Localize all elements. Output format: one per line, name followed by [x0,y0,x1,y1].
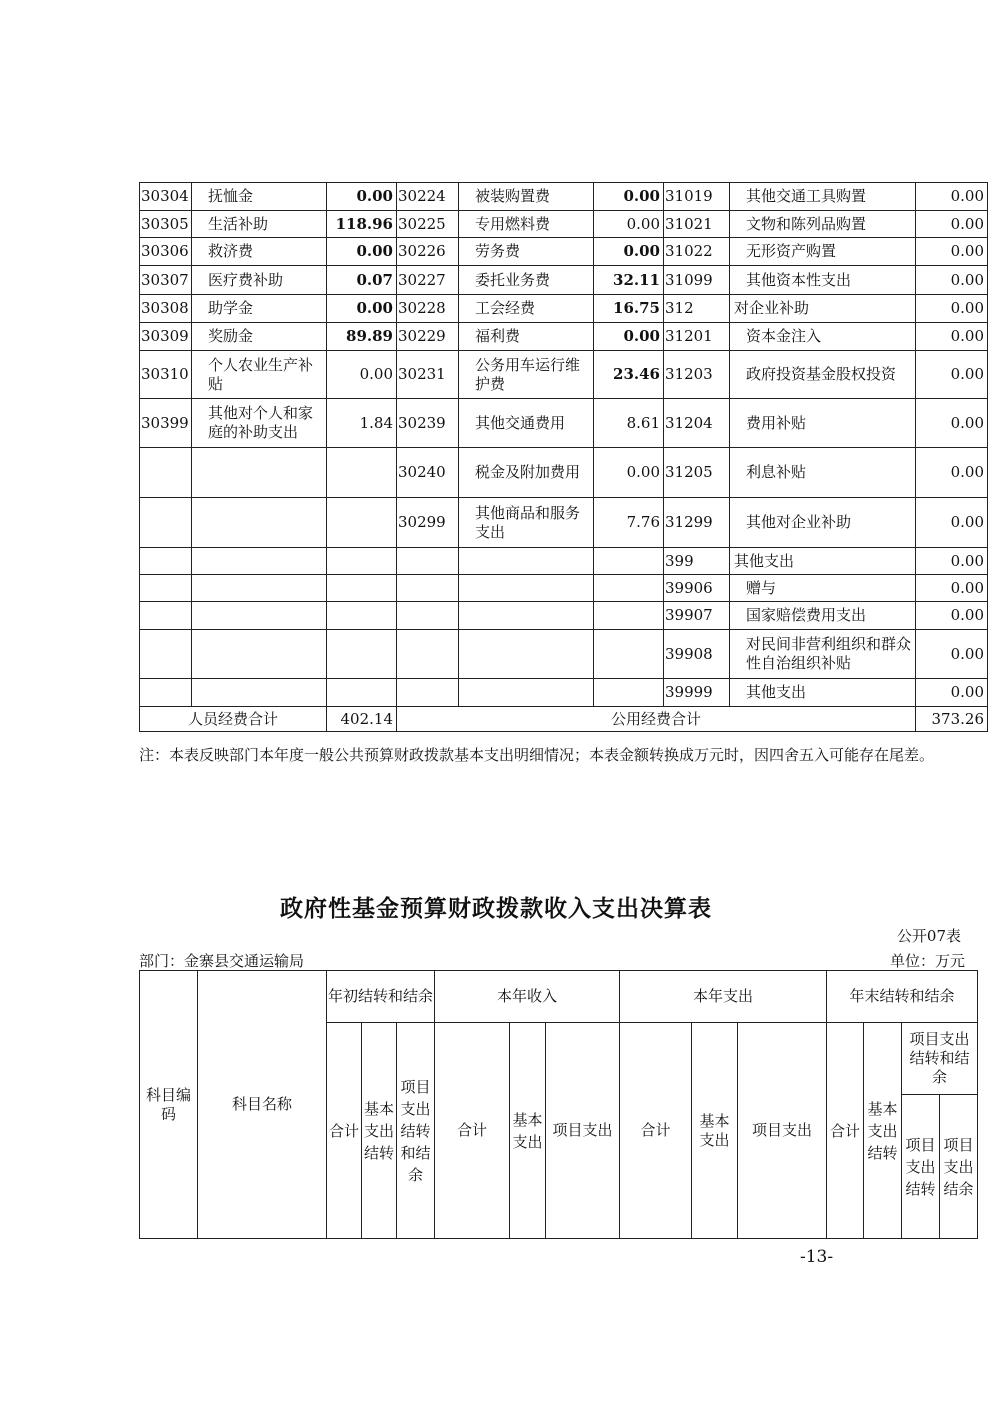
name-cell [459,548,594,575]
amount-cell: 0.00 [916,448,988,498]
name-cell: 对民间非营利组织和群众性自治组织补贴 [730,630,916,679]
g1-basic: 基本支出结转 [362,1023,397,1239]
unit-label: 单位：万元 [889,952,965,970]
name-cell: 专用燃料费 [459,211,594,238]
amount-cell: 0.00 [916,399,988,448]
header-name: 科目名称 [198,971,327,1239]
code-cell: 39907 [664,602,730,630]
amount-cell: 0.00 [327,295,397,323]
code-cell: 39999 [664,679,730,707]
code-cell: 399 [664,548,730,575]
totals-row [140,707,988,732]
name-cell: 医疗费补助 [192,266,327,295]
g1-project: 项目支出结转和结余 [397,1023,435,1239]
amount-cell [594,602,664,630]
amount-cell [327,548,397,575]
amount-cell: 23.46 [594,351,664,399]
amount-cell: 0.07 [327,266,397,295]
g4-project: 项目支出结转和结余 [902,1023,978,1095]
amount-cell: 0.00 [916,351,988,399]
code-cell: 31099 [664,266,730,295]
table-row [140,323,988,351]
amount-cell [327,679,397,707]
amount-cell: 0.00 [916,323,988,351]
table-row [140,399,988,448]
name-cell: 公务用车运行维护费 [459,351,594,399]
name-cell: 其他对个人和家庭的补助支出 [192,399,327,448]
name-cell [192,630,327,679]
amount-cell: 0.00 [916,238,988,266]
name-cell: 其他支出 [730,548,916,575]
g4-basic: 基本支出结转 [864,1023,902,1239]
code-cell: 31021 [664,211,730,238]
code-cell: 31204 [664,399,730,448]
code-cell: 312 [664,295,730,323]
amount-cell [327,498,397,548]
public-total-label: 公用经费合计 [397,707,916,732]
name-cell: 利息补贴 [730,448,916,498]
name-cell [192,575,327,602]
amount-cell [594,679,664,707]
amount-cell: 118.96 [327,211,397,238]
name-cell: 个人农业生产补贴 [192,351,327,399]
amount-cell: 0.00 [594,183,664,211]
header-opening-balance: 年初结转和结余 [327,971,435,1023]
code-cell: 30309 [140,323,192,351]
name-cell [192,548,327,575]
g2-basic: 基本支出 [510,1023,546,1239]
header-row-1 [140,971,978,1023]
name-cell: 其他交通费用 [459,399,594,448]
amount-cell: 0.00 [916,679,988,707]
name-cell: 其他交通工具购置 [730,183,916,211]
code-cell [397,575,459,602]
amount-cell: 0.00 [916,630,988,679]
code-cell: 30310 [140,351,192,399]
amount-cell: 8.61 [594,399,664,448]
g3-basic: 基本支出 [692,1023,738,1239]
table-row [140,630,988,679]
amount-cell [327,630,397,679]
amount-cell: 0.00 [916,266,988,295]
amount-cell [327,448,397,498]
amount-cell: 0.00 [916,575,988,602]
name-cell: 委托业务费 [459,266,594,295]
code-cell: 31022 [664,238,730,266]
header-expenditure: 本年支出 [620,971,827,1023]
code-cell [140,679,192,707]
amount-cell: 0.00 [916,602,988,630]
name-cell: 奖励金 [192,323,327,351]
code-cell: 30299 [397,498,459,548]
amount-cell: 16.75 [594,295,664,323]
code-cell [397,602,459,630]
amount-cell: 0.00 [594,238,664,266]
code-cell: 30304 [140,183,192,211]
amount-cell: 89.89 [327,323,397,351]
name-cell: 工会经费 [459,295,594,323]
table-row [140,351,988,399]
table-row [140,548,988,575]
name-cell [192,448,327,498]
g3-total: 合计 [620,1023,692,1239]
code-cell: 31203 [664,351,730,399]
code-cell [397,679,459,707]
amount-cell: 0.00 [916,211,988,238]
code-cell: 39906 [664,575,730,602]
amount-cell: 0.00 [594,323,664,351]
header-income: 本年收入 [435,971,620,1023]
name-cell [459,630,594,679]
name-cell: 其他支出 [730,679,916,707]
code-cell [140,498,192,548]
personnel-total-value: 402.14 [327,707,397,732]
table-row [140,602,988,630]
department-label: 部门：金寨县交通运输局 [139,952,305,970]
name-cell: 政府投资基金股权投资 [730,351,916,399]
name-cell: 福利费 [459,323,594,351]
code-cell: 30308 [140,295,192,323]
table-row [140,448,988,498]
g4-total: 合计 [827,1023,864,1239]
code-cell: 30306 [140,238,192,266]
g4-project-balance: 项目支出结余 [940,1095,978,1239]
name-cell: 费用补贴 [730,399,916,448]
code-cell: 31201 [664,323,730,351]
code-cell [140,602,192,630]
code-cell: 30239 [397,399,459,448]
name-cell [192,679,327,707]
code-cell [140,448,192,498]
name-cell: 国家赔偿费用支出 [730,602,916,630]
code-cell: 30307 [140,266,192,295]
amount-cell: 0.00 [916,183,988,211]
amount-cell: 32.11 [594,266,664,295]
code-cell: 31205 [664,448,730,498]
amount-cell: 0.00 [327,351,397,399]
code-cell [140,548,192,575]
code-cell: 30240 [397,448,459,498]
public-total-value: 373.26 [916,707,988,732]
table-note: 注：本表反映部门本年度一般公共预算财政拨款基本支出明细情况；本表金额转换成万元时，因四舍五入可能存在尾差。 [139,746,935,764]
g1-total: 合计 [327,1023,362,1239]
code-cell: 30228 [397,295,459,323]
table-number: 公开07表 [896,927,961,945]
government-fund-table [139,970,978,1239]
name-cell [459,602,594,630]
table-row [140,183,988,211]
g2-total: 合计 [435,1023,510,1239]
amount-cell [594,575,664,602]
name-cell: 其他商品和服务支出 [459,498,594,548]
amount-cell: 0.00 [594,448,664,498]
amount-cell: 0.00 [916,295,988,323]
code-cell [397,630,459,679]
name-cell: 文物和陈列品购置 [730,211,916,238]
name-cell [459,679,594,707]
amount-cell: 0.00 [327,238,397,266]
amount-cell: 0.00 [327,183,397,211]
name-cell: 被装购置费 [459,183,594,211]
name-cell: 抚恤金 [192,183,327,211]
name-cell: 无形资产购置 [730,238,916,266]
name-cell: 其他对企业补助 [730,498,916,548]
amount-cell: 1.84 [327,399,397,448]
code-cell: 30305 [140,211,192,238]
amount-cell [594,548,664,575]
header-code: 科目编码 [140,971,198,1239]
amount-cell: 0.00 [594,211,664,238]
table-row [140,295,988,323]
personnel-total-label: 人员经费合计 [140,707,327,732]
table-row [140,575,988,602]
amount-cell: 0.00 [916,498,988,548]
table-row [140,266,988,295]
g2-project: 项目支出 [546,1023,620,1239]
code-cell [140,575,192,602]
name-cell: 资本金注入 [730,323,916,351]
code-cell [140,630,192,679]
name-cell: 赠与 [730,575,916,602]
table-row [140,211,988,238]
basic-expenditure-detail-table [139,182,988,732]
g3-project: 项目支出 [738,1023,827,1239]
name-cell: 对企业补助 [730,295,916,323]
amount-cell: 7.76 [594,498,664,548]
header-closing-balance: 年末结转和结余 [827,971,978,1023]
name-cell: 劳务费 [459,238,594,266]
code-cell [397,548,459,575]
page-number: -13- [800,1247,834,1267]
code-cell: 30229 [397,323,459,351]
name-cell [192,602,327,630]
fund-table-title: 政府性基金预算财政拨款收入支出决算表 [280,895,712,922]
amount-cell [327,575,397,602]
table-row [140,238,988,266]
code-cell: 30225 [397,211,459,238]
code-cell: 31019 [664,183,730,211]
code-cell: 30231 [397,351,459,399]
code-cell: 30224 [397,183,459,211]
code-cell: 30227 [397,266,459,295]
amount-cell: 0.00 [916,548,988,575]
code-cell: 30226 [397,238,459,266]
name-cell: 税金及附加费用 [459,448,594,498]
name-cell [459,575,594,602]
code-cell: 39908 [664,630,730,679]
code-cell: 31299 [664,498,730,548]
name-cell: 助学金 [192,295,327,323]
amount-cell [327,602,397,630]
table-row [140,498,988,548]
name-cell [192,498,327,548]
table-row [140,679,988,707]
name-cell: 其他资本性支出 [730,266,916,295]
name-cell: 救济费 [192,238,327,266]
code-cell: 30399 [140,399,192,448]
name-cell: 生活补助 [192,211,327,238]
g4-project-carry: 项目支出结转 [902,1095,940,1239]
amount-cell [594,630,664,679]
